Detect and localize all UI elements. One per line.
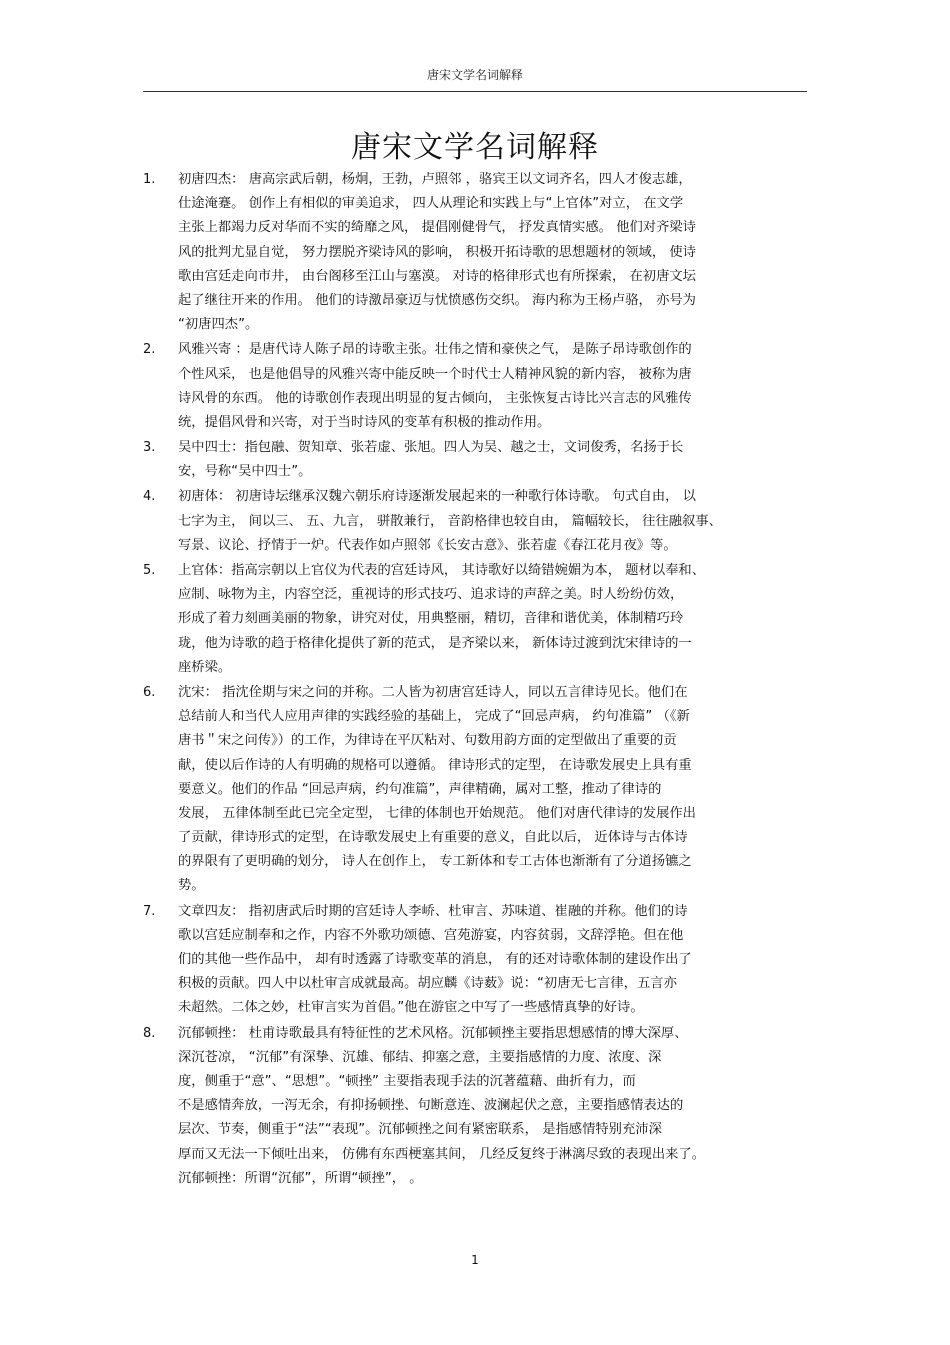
document-title: 唐宋文学名词解释 — [351, 130, 599, 165]
entry-line: 厚而又无法一下倾吐出来， 仿佛有东西梗塞其间， 几经反复终于淋漓尽致的表现出来了。 — [178, 1146, 706, 1162]
entry-line: 积极的贡献。四人中以杜审言成就最高。胡应麟《诗薮》说：“初唐无七言律，五言亦 — [178, 976, 677, 992]
entry-line: 仕途淹蹇。 创作上有相似的审美追求， 四人从理论和实践上与“上官体”对立， 在文学 — [178, 196, 684, 212]
entry-number: 8. — [143, 1025, 156, 1041]
entry-line: 沉郁顿挫：所谓“沉郁”，所谓“顿挫”， 。 — [178, 1170, 423, 1186]
entry-line: 的界限有了更明确的划分， 诗人在创作上， 专工新体和专工古体也渐渐有了分道扬镳之 — [178, 854, 692, 870]
entry-2 — [143, 338, 807, 435]
entry-line: 要意义。他们的作品 “回忌声病，约句准篇”，声律精确，属对工整，推动了律诗的 — [178, 781, 662, 797]
entry-number: 2. — [143, 342, 156, 358]
running-header: 唐宋文学名词解释 — [426, 68, 523, 82]
entry-line: 吴中四士：指包融、贺知章、张若虚、张旭。四人为吴、越之士，文词俊秀，名扬于长 — [178, 440, 684, 456]
entry-line: 总结前人和当代人应用声律的实践经验的基础上， 完成了“回忌声病， 约句准篇” （《新 — [178, 709, 690, 725]
entry-line: 们的其他一些作品中， 却有时透露了诗歌变革的消息， 有的还对诗歌体制的建设作出了 — [178, 952, 692, 967]
entry-line: 文章四友： 指初唐武后时期的宫廷诗人李峤、杜审言、苏味道、崔融的并称。他们的诗 — [178, 903, 688, 919]
entry-line: 写景、议论、抒情于一炉。代表作如卢照邻《长安古意》、张若虚《春江花月夜》等。 — [178, 537, 677, 553]
entry-line: 未超然。二体之妙，杜审言实为首倡。”他在游宦之中写了一些感情真挚的好诗。 — [178, 1000, 644, 1016]
entry-line: 深沉苍凉， “沉郁”有深挚、沉雄、郁结、抑塞之意，主要指感情的力度、浓度、深 — [178, 1049, 662, 1065]
entry-number: 7. — [143, 903, 156, 919]
entry-number: 3. — [143, 440, 156, 456]
entry-number: 1. — [143, 172, 156, 187]
entry-4 — [143, 485, 807, 558]
entry-line: 上官体：指高宗朝以上官仪为代表的宫廷诗风， 其诗歌好以绮错婉媚为本， 题材以奉和、 — [178, 563, 706, 578]
entry-1 — [143, 168, 807, 337]
entry-line: 应制、咏物为主，内容空泛，重视诗的形式技巧、追求诗的声辞之美。时人纷纷仿效， — [178, 587, 684, 603]
entry-line: 沉郁顿挫： 杜甫诗歌最具有特征性的艺术风格。沉郁顿挫主要指思想感情的博大深厚、 — [178, 1025, 688, 1041]
entry-line: 诗风骨的东西。 他的诗歌创作表现出明显的复古倾向， 主张恢复古诗比兴言志的风雅传 — [178, 390, 692, 406]
entry-number: 6. — [143, 684, 156, 700]
entry-line: 风的批判尤显自觉， 努力摆脱齐梁诗风的影响， 积极开拓诗歌的思想题材的领域， 使诗 — [178, 244, 696, 260]
entry-line: 势。 — [178, 878, 205, 894]
entry-line: 沈宋： 指沈佺期与宋之问的并称。二人皆为初唐宫廷诗人，同以五言律诗见长。他们在 — [178, 684, 688, 700]
entry-line: 主张上都竭力反对华而不实的绮靡之风， 提倡刚健骨气， 抒发真情实感。 他们对齐梁诗 — [178, 220, 696, 236]
entry-line: “初唐四杰”。 — [178, 317, 259, 333]
entry-line: 初唐四杰： 唐高宗武后朝，杨炯，王勃，卢照邻 ，骆宾王以文词齐名，四人才俊志雄， — [178, 172, 692, 187]
entry-7 — [143, 900, 807, 1021]
entry-line: 座桥梁。 — [178, 659, 232, 675]
entry-line: 七字为主， 间以三、 五、九言， 骈散兼行， 音韵格律也较自由， 篇幅较长， 往往融叙事、 — [178, 513, 722, 529]
entry-line: 初唐体： 初唐诗坛继承汉魏六朝乐府诗逐渐发展起来的一种歌行体诗歌。 句式自由， 以 — [178, 489, 696, 505]
entry-line: 献，使以后作诗的人有明确的规格可以遵循。 律诗形式的定型， 在诗歌发展史上具有重 — [178, 757, 692, 773]
entry-line: 层次、节奏，侧重于“法”“表现”。沉郁顿挫之间有紧密联系， 是指感情特别充沛深 — [178, 1122, 662, 1138]
entry-line: 风雅兴寄 ：是唐代诗人陈子昂的诗歌主张。壮伟之情和豪侠之气， 是陈子昂诗歌创作的 — [178, 342, 692, 358]
entry-number: 5. — [143, 563, 156, 578]
entry-line: 统，提倡风骨和兴寄，对于当时诗风的变革有积极的推动作用。 — [178, 414, 551, 430]
page-number: 1 — [471, 1253, 479, 1267]
entry-line: 珑，他为诗歌的趋于格律化提供了新的范式， 是齐梁以来， 新体诗过渡到沈宋律诗的一 — [178, 635, 692, 651]
entry-line: 起了继往开来的作用。 他们的诗激昂豪迈与忧愤感伤交织。 海内称为王杨卢骆， 亦号为 — [178, 292, 696, 308]
entry-line: 发展， 五律体制至此已完全定型， 七律的体制也开始规范。 他们对唐代律诗的发展作出 — [178, 805, 696, 821]
entry-line: 形成了着力刻画美丽的物象，讲究对仗，用典整丽，精切，音律和谐优美，体制精巧玲 — [178, 611, 684, 627]
entry-number: 4. — [143, 489, 156, 505]
entry-5 — [143, 559, 807, 680]
entry-line: 唐书＂宋之问传》）的工作，为律诗在平仄粘对、句数用韵方面的定型做出了重要的贡 — [178, 733, 677, 749]
entry-3 — [143, 436, 807, 484]
entry-list — [143, 168, 807, 1191]
entry-line: 安，号称“吴中四士”。 — [178, 464, 312, 480]
header-rule — [143, 91, 807, 92]
entry-line: 歌由宫廷走向市井， 由台阁移至江山与塞漠。 对诗的格律形式也有所探索， 在初唐文坛 — [178, 268, 696, 284]
entry-line: 了贡献，律诗形式的定型，在诗歌发展史上有重要的意义，自此以后， 近体诗与古体诗 — [178, 830, 688, 846]
entry-6 — [143, 681, 807, 899]
entry-line: 度，侧重于“意”、“思想”。“顿挫” 主要指表现手法的沉著蕴藉、曲折有力，而 — [178, 1073, 636, 1089]
entry-line: 不是感情奔放，一泻无余，有抑扬顿挫、句断意连、波澜起伏之意，主要指感情表达的 — [178, 1098, 684, 1114]
entry-8 — [143, 1022, 807, 1191]
entry-line: 个性风采， 也是他倡导的风雅兴寄中能反映一个时代士人精神风貌的新内容， 被称为唐 — [178, 366, 692, 382]
entry-line: 歌以宫廷应制奉和之作，内容不外歌功颂德、宫苑游宴，内容贫弱，文辞浮艳。但在他 — [178, 927, 684, 943]
